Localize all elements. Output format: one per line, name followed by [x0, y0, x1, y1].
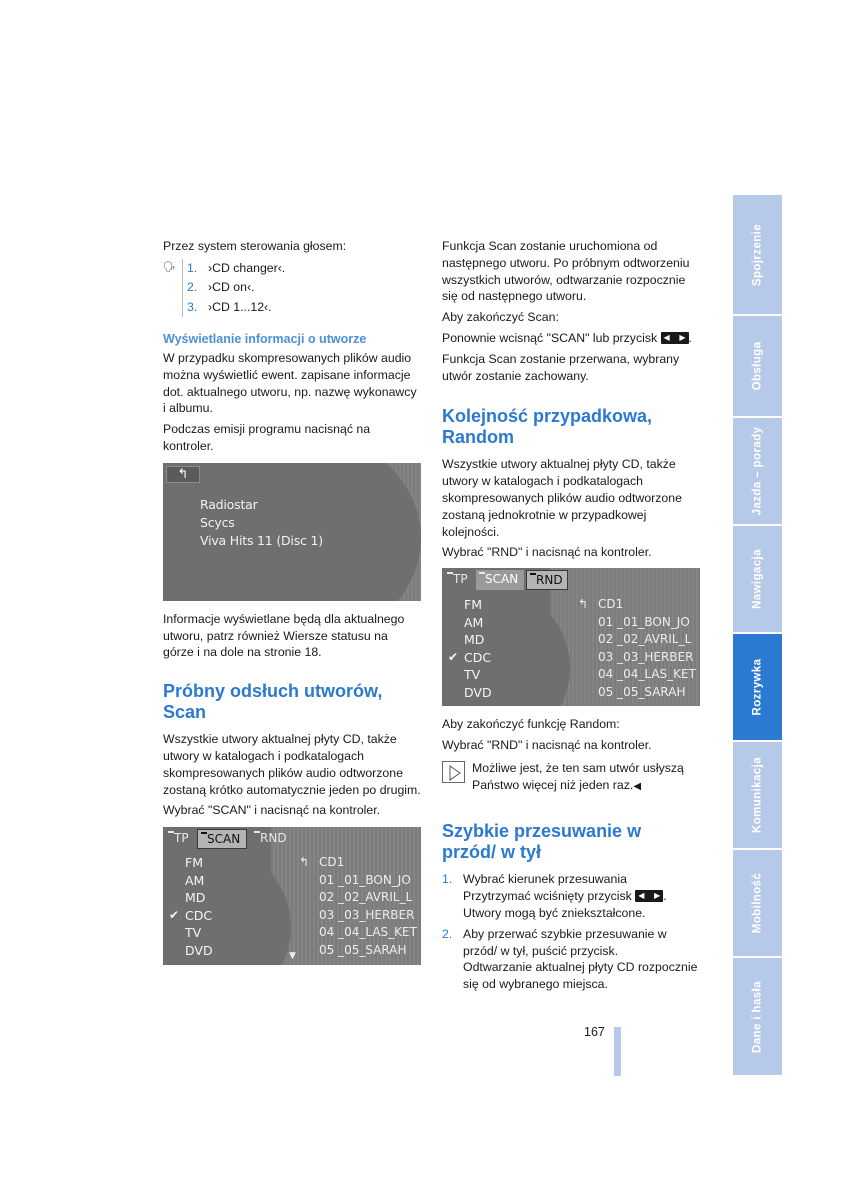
track-artist: Radiostar: [200, 496, 258, 512]
source-item-md[interactable]: MD: [185, 890, 206, 906]
source-item-cdc[interactable]: ✔ CDC: [448, 649, 492, 665]
chapter-sidebar: [733, 195, 782, 1075]
source-item-cdc[interactable]: ✔ CDC: [169, 907, 213, 923]
voice-intro: Przez system sterowania głosem:: [163, 239, 347, 253]
source-item-dvd[interactable]: DVD: [185, 942, 213, 958]
folder-up-icon: ↰: [299, 855, 310, 870]
cd-folder-header[interactable]: ↰ CD1: [578, 596, 696, 614]
track-item[interactable]: 02 _02_AVRIL_L: [598, 632, 692, 647]
tab-rnd[interactable]: RND: [251, 829, 291, 849]
sidebar-item-nawigacja[interactable]: Nawigacja: [733, 526, 782, 632]
tab-tp[interactable]: TP: [444, 570, 476, 590]
info-paragraph: Informacje wyświetlane będą dla aktualnego utworu, patrz również Wiersze statusu na górze i na dole na stronie 18.: [163, 611, 405, 660]
source-list: [163, 854, 213, 959]
random-paragraph: Aby zakończyć funkcję Random:: [442, 717, 620, 732]
voice-command-item: 1. ›CD changer‹.: [187, 260, 286, 275]
scan-paragraph: Funkcja Scan zostanie uruchomiona od następnego utworu. Po próbnym odtworzeniu wszystkich utworów, odtwarzanie rozpocznie się od następnego utworu.: [442, 239, 690, 304]
source-item-am[interactable]: AM: [464, 614, 484, 630]
sidebar-item-rozrywka[interactable]: Rozrywka: [733, 634, 782, 740]
track-item[interactable]: 05 _05_SARAH: [598, 684, 686, 699]
source-item-tv[interactable]: TV: [185, 925, 202, 941]
screen-curve: [163, 463, 421, 601]
info-paragraph: Podczas emisji programu nacisnąć na kontroler.: [163, 422, 371, 454]
random-paragraph: Wybrać "RND" i nacisnąć na kontroler.: [442, 545, 652, 560]
page-number-bar: [614, 1027, 621, 1076]
end-mark-icon: ◀: [633, 780, 642, 792]
folder-up-icon: ↰: [578, 597, 589, 612]
voice-command-item: 2. ›CD on‹.: [187, 280, 255, 295]
source-item-md[interactable]: MD: [464, 632, 485, 648]
source-item-dvd[interactable]: DVD: [464, 684, 492, 700]
source-list: [442, 596, 492, 701]
info-heading: Wyświetlanie informacji o utworze: [163, 332, 367, 347]
tab-tp[interactable]: TP: [165, 829, 197, 849]
voice-command-divider: [182, 259, 183, 318]
step-item: 2. Aby przerwać szybkie przesuwanie w przód/ w tył, puścić przycisk. Odtwarzanie aktualnej płyty CD rozpocznie się od wybranego miejsca.: [442, 926, 698, 992]
check-icon: ✔: [169, 907, 180, 922]
track-title: Scycs: [200, 514, 235, 530]
track-item[interactable]: 04 _04_LAS_KET: [319, 925, 417, 940]
voice-command-icon: 🗣: [163, 261, 176, 273]
skip-button-icon: ◀ ▶: [661, 332, 689, 344]
scan-paragraph: Funkcja Scan zostanie przerwana, wybrany utwór zostanie zachowany.: [442, 351, 680, 383]
check-icon: ✔: [448, 649, 459, 664]
sidebar-item-obsluga[interactable]: Obsługa: [733, 316, 782, 416]
random-paragraph: Wszystkie utwory aktualnej płyty CD, także utwory w katalogach i podkatalogach skompresowanych plików audio odtworzone zostaną jednokrotnie w przypadkowej kolejności.: [442, 457, 682, 539]
scan-heading: Próbny odsłuch utworów, Scan: [163, 681, 383, 723]
random-paragraph: Wybrać "RND" i nacisnąć na kontroler.: [442, 737, 652, 752]
voice-command-list: [163, 259, 421, 318]
tab-rnd[interactable]: RND: [526, 570, 568, 590]
random-heading: Kolejność przypadkowa, Random: [442, 406, 653, 448]
back-button[interactable]: ↰: [166, 466, 200, 483]
scan-menu-screen: [163, 827, 421, 965]
sidebar-item-dane-i-hasla[interactable]: Dane i hasła: [733, 958, 782, 1075]
fast-forward-heading: Szybkie przesuwanie w przód/ w tył: [442, 821, 642, 863]
tab-scan[interactable]: SCAN: [476, 570, 524, 590]
page-number: 167: [584, 1025, 605, 1039]
track-info-screen: [163, 463, 421, 601]
track-list: [299, 854, 417, 959]
mode-tabs: [163, 827, 421, 849]
sidebar-item-mobilnosc[interactable]: Mobilność: [733, 850, 782, 956]
track-item[interactable]: 05 _05_SARAH: [319, 942, 407, 957]
source-item-tv[interactable]: TV: [464, 667, 481, 683]
note-triangle-icon: [442, 761, 465, 783]
track-list: [578, 596, 696, 701]
note-block: [442, 760, 700, 796]
scan-paragraph: Wszystkie utwory aktualnej płyty CD, także utwory w katalogach i podkatalogach skompresowanych plików audio odtworzone zostaną krótko automatycznie jeden po drugim.: [163, 732, 421, 797]
note-text: Możliwe jest, że ten sam utwór usłyszą Państwo więcej niż jeden raz.: [472, 760, 684, 792]
track-item[interactable]: 01 _01_BON_JO: [598, 614, 690, 629]
track-item[interactable]: 03 _03_HERBER: [319, 907, 415, 922]
track-item[interactable]: 04 _04_LAS_KET: [598, 667, 696, 682]
scan-paragraph: Aby zakończyć Scan:: [442, 310, 559, 325]
sidebar-item-spojrzenie[interactable]: Spojrzenie: [733, 195, 782, 314]
skip-button-icon: ◀ ▶: [635, 890, 663, 902]
info-paragraph: W przypadku skompresowanych plików audio można wyświetlić ewent. zapisane informacje dot. aktualnego utworu, np. nazwę wykonawcy i albumu.: [163, 351, 417, 416]
track-album: Viva Hits 11 (Disc 1): [200, 532, 323, 548]
source-item-am[interactable]: AM: [185, 872, 205, 888]
source-item-fm[interactable]: FM: [185, 855, 203, 871]
scan-paragraph: Ponownie wcisnąć "SCAN" lub przycisk ◀ ▶ .: [442, 330, 692, 345]
mode-tabs: [442, 568, 700, 590]
track-item[interactable]: 02 _02_AVRIL_L: [319, 890, 413, 905]
cd-folder-header[interactable]: ↰ CD1: [299, 854, 417, 872]
track-item[interactable]: 01 _01_BON_JO: [319, 872, 411, 887]
scroll-down-icon[interactable]: ▼: [289, 951, 296, 962]
sidebar-item-komunikacja[interactable]: Komunikacja: [733, 742, 782, 848]
left-column: [163, 238, 421, 965]
sidebar-item-jazda-porady[interactable]: Jazda – porady: [733, 418, 782, 524]
source-item-fm[interactable]: FM: [464, 597, 482, 613]
voice-command-item: 3. ›CD 1...12‹.: [187, 299, 272, 314]
right-column: [442, 238, 700, 997]
scan-paragraph: Wybrać "SCAN" i nacisnąć na kontroler.: [163, 803, 381, 818]
tab-scan[interactable]: SCAN: [197, 829, 247, 849]
step-item: 1. Wybrać kierunek przesuwania Przytrzymać wciśnięty przycisk ◀ ▶ . Utwory mogą być zniekształcone.: [442, 872, 667, 920]
random-menu-screen: [442, 568, 700, 706]
track-item[interactable]: 03 _03_HERBER: [598, 649, 694, 664]
